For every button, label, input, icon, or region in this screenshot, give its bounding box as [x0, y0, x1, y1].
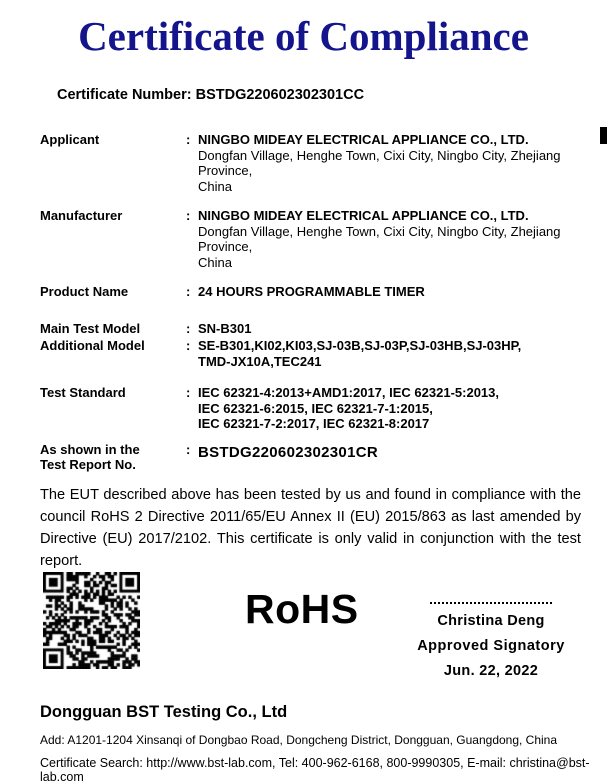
applicant-address-line2: China — [198, 178, 232, 194]
qr-code — [43, 572, 140, 669]
field-additional-model — [40, 338, 587, 369]
applicant-label: Applicant — [40, 132, 100, 147]
certificate-number — [57, 87, 607, 103]
main-test-model-value: SN-B301 — [198, 320, 252, 336]
colon-separator: : — [186, 385, 191, 400]
signature-date: Jun. 22, 2022 — [443, 663, 539, 679]
additional-model-value — [198, 338, 587, 369]
manufacturer-address-line1: Dongfan Village, Henghe Town, Cixi City, Ningbo City, Zhejiang Province, — [198, 223, 561, 254]
colon-separator: : — [186, 208, 191, 223]
product-name-label: Product Name — [40, 284, 129, 299]
signatory-name: Christina Deng — [437, 613, 545, 629]
additional-model-line2: TMD-JX10A,TEC241 — [198, 353, 322, 369]
product-name-value: 24 HOURS PROGRAMMABLE TIMER — [198, 284, 425, 299]
test-report-label-line1: As shown in the — [40, 441, 140, 457]
main-test-model-label: Main Test Model — [40, 320, 141, 336]
footer-address: Add: A1201-1204 Xinsanqi of Dongbao Road, Dongcheng District, Dongguan, Guangdong, China — [40, 733, 558, 747]
applicant-address-line1: Dongfan Village, Henghe Town, Cixi City, Ningbo City, Zhejiang Province, — [198, 147, 561, 178]
test-standard-line1: IEC 62321-4:2013+AMD1:2017, IEC 62321-5:2013, — [198, 385, 499, 400]
field-test-report — [40, 442, 587, 473]
page-title: Certificate of Compliance — [78, 13, 529, 59]
field-applicant — [40, 132, 587, 194]
colon-separator: : — [186, 441, 191, 457]
field-product-name — [40, 284, 587, 300]
test-report-label — [40, 442, 186, 473]
test-standard-label: Test Standard — [40, 385, 126, 400]
colon-separator: : — [186, 132, 191, 147]
compliance-statement: The EUT described above has been tested by us and found in compliance with the council RoHS 2 Directive 2011/65/EU Annex II (EU) 2015/863 as last amended by Directive (EU) 2017/2102. This certificate is only valid in conjunction with the test report. — [40, 486, 581, 569]
certificate-number-value: BSTDG220602302301CC — [195, 87, 365, 103]
additional-model-label: Additional Model — [40, 338, 145, 353]
colon-separator: : — [186, 338, 191, 353]
applicant-name: NINGBO MIDEAY ELECTRICAL APPLIANCE CO., LTD. — [198, 132, 529, 147]
signatory-role: Approved Signatory — [417, 638, 565, 654]
manufacturer-value — [198, 208, 587, 270]
test-standard-line2: IEC 62321-6:2015, IEC 62321-7-1:2015, — [198, 400, 433, 416]
scan-artifact-mark — [600, 127, 607, 144]
field-manufacturer — [40, 208, 587, 270]
additional-model-line1: SE-B301,KI02,KI03,SJ-03B,SJ-03P,SJ-03HB,SJ-03HP, — [198, 338, 522, 353]
field-main-test-model — [40, 321, 587, 337]
colon-separator: : — [186, 284, 191, 299]
manufacturer-name: NINGBO MIDEAY ELECTRICAL APPLIANCE CO., LTD. — [198, 208, 529, 223]
footer-certificate-search: Certificate Search: http://www.bst-lab.com, Tel: 400-962-6168, 800-9990305, E-mail: christina@bst-lab.com — [40, 756, 590, 784]
signature-dotted-line — [430, 602, 552, 604]
certificate-fields — [40, 132, 587, 473]
test-report-value: BSTDG220602302301CR — [198, 443, 378, 461]
manufacturer-address-line2: China — [198, 254, 232, 270]
certificate-number-label: Certificate Number: — [57, 87, 192, 103]
applicant-value — [198, 132, 587, 194]
test-standard-line3: IEC 62321-7-2:2017, IEC 62321-8:2017 — [198, 416, 430, 431]
test-report-label-line2: Test Report No. — [40, 457, 136, 472]
colon-separator: : — [186, 320, 191, 336]
footer — [40, 703, 590, 784]
field-test-standard — [40, 385, 587, 432]
test-standard-value — [198, 385, 587, 432]
signature-block — [399, 602, 583, 679]
rohs-logo: RoHS — [245, 586, 359, 632]
footer-company-name: Dongguan BST Testing Co., Ltd — [40, 703, 288, 721]
manufacturer-label: Manufacturer — [40, 208, 123, 223]
